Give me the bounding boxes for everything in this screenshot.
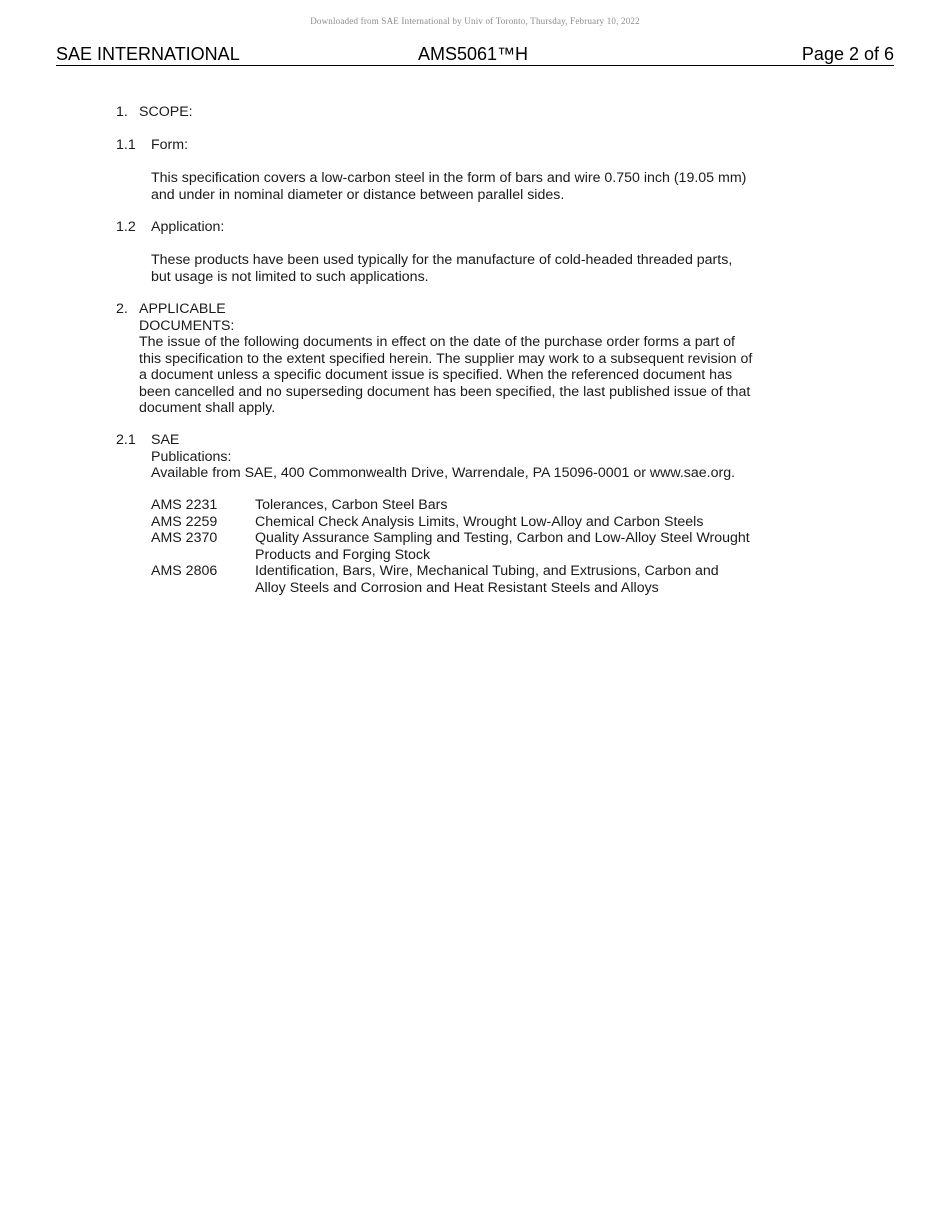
section-1-2-paragraph [151, 252, 761, 285]
section-title: SAE Publications: [151, 432, 232, 465]
reference-code: AMS 2370 [151, 530, 218, 546]
paragraph-line: but usage is not limited to such applications. [151, 268, 429, 285]
section-1-1-paragraph [151, 170, 761, 203]
paragraph-line: document shall apply. [139, 400, 276, 416]
paragraph-line: and under in nominal diameter or distance between parallel sides. [151, 186, 565, 203]
sae-availability-note [151, 465, 761, 482]
reference-row [151, 530, 761, 563]
section-2-paragraph [139, 334, 759, 417]
section-number: 1.1 [116, 137, 136, 153]
reference-title [255, 514, 761, 531]
header-page-number: Page 2 of 6 [801, 44, 894, 64]
reference-code: AMS 2806 [151, 563, 218, 579]
reference-title-line: Products and Forging Stock [255, 546, 431, 563]
section-number: 1. [116, 104, 128, 120]
paragraph-line: a document unless a specific document issue is specified. When the referenced document has [139, 367, 733, 383]
section-number: 2. [116, 301, 128, 317]
paragraph-line: The issue of the following documents in effect on the date of the purchase order forms a part of [139, 334, 735, 350]
reference-title-line: Chemical Check Analysis Limits, Wrought Low-Alloy and Carbon Steels [255, 513, 704, 530]
section-title: APPLICABLE DOCUMENTS: [139, 301, 235, 334]
download-watermark: Downloaded from SAE International by Univ of Toronto, Thursday, February 10, 2022 [310, 16, 640, 26]
reference-title-line: Identification, Bars, Wire, Mechanical Tubing, and Extrusions, Carbon and [255, 563, 719, 579]
header-organization: SAE INTERNATIONAL [56, 44, 240, 64]
section-title: SCOPE: [139, 104, 193, 120]
reference-title-line: Alloy Steels and Corrosion and Heat Resistant Steels and Alloys [255, 579, 659, 596]
header-document-number: AMS5061™H [418, 44, 529, 64]
paragraph-line: These products have been used typically for the manufacture of cold-headed threaded parts, [151, 252, 733, 268]
reference-title-line: Quality Assurance Sampling and Testing, Carbon and Low-Alloy Steel Wrought [255, 530, 750, 546]
reference-title [255, 530, 761, 563]
section-title: Form: [151, 137, 189, 153]
reference-row [151, 497, 761, 514]
reference-code: AMS 2259 [151, 513, 218, 530]
reference-title [255, 497, 761, 514]
reference-title [255, 563, 761, 596]
reference-code: AMS 2231 [151, 497, 218, 513]
reference-list [151, 497, 761, 596]
paragraph-line: This specification covers a low-carbon steel in the form of bars and wire 0.750 inch (19.05 mm) [151, 170, 747, 186]
reference-row [151, 563, 761, 596]
reference-title-line: Tolerances, Carbon Steel Bars [255, 497, 448, 513]
reference-row [151, 514, 761, 531]
section-number: 2.1 [116, 432, 136, 448]
paragraph-line: Available from SAE, 400 Commonwealth Drive, Warrendale, PA 15096-0001 or www.sae.org. [151, 465, 736, 481]
page-header [56, 44, 894, 66]
section-number: 1.2 [116, 219, 136, 235]
section-title: Application: [151, 219, 225, 235]
paragraph-line: this specification to the extent specified herein. The supplier may work to a subsequent revision of [139, 350, 753, 367]
paragraph-line: been cancelled and no superseding document has been specified, the last published issue of that [139, 383, 751, 400]
